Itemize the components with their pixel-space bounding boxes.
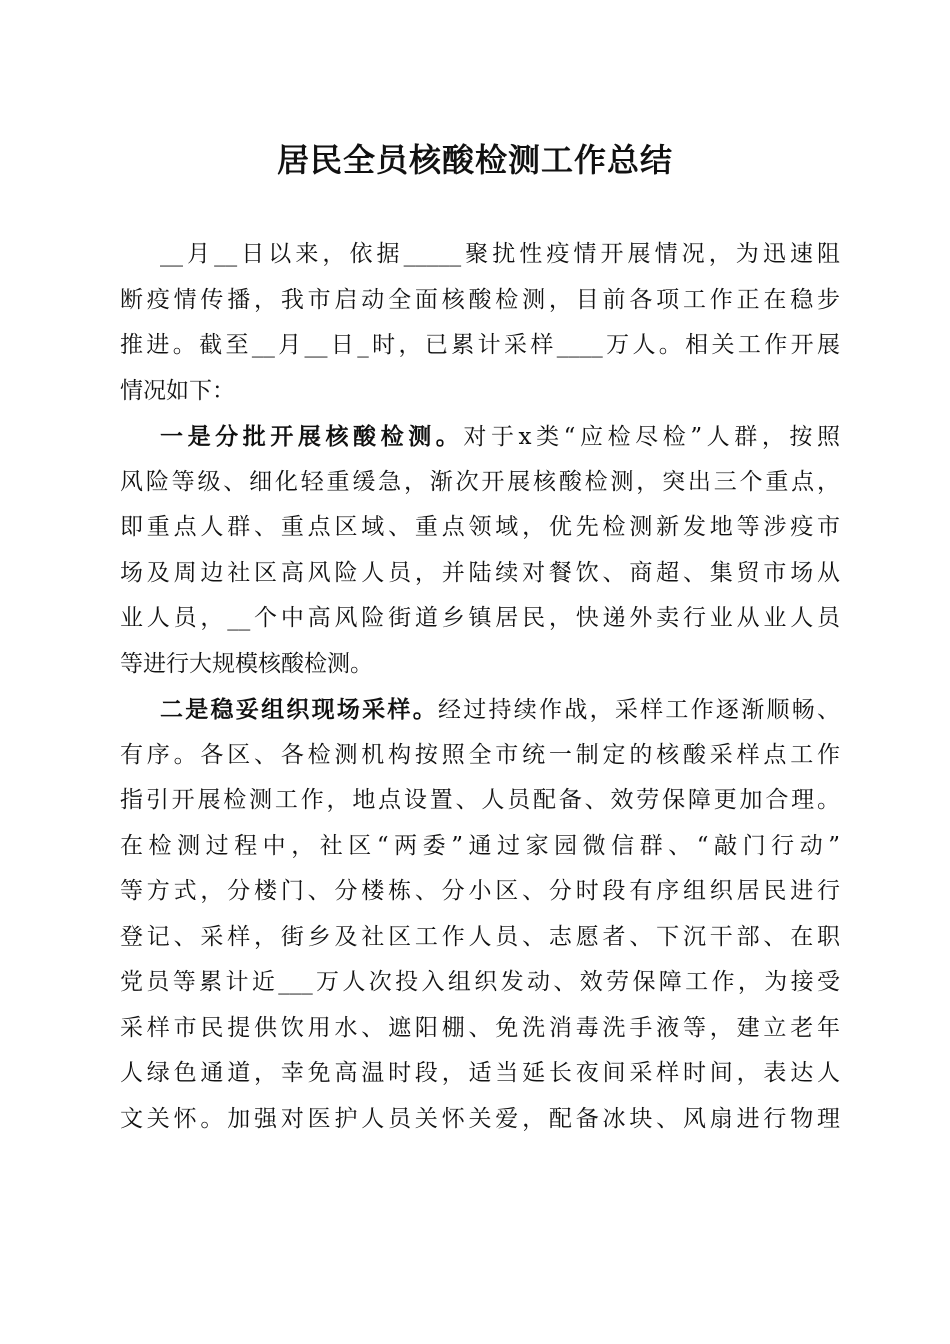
paragraph-line: 文关怀。加强对医护人员关怀关爱，配备冰块、风扇进行物理 (120, 1105, 840, 1132)
document-title: 居民全员核酸检测工作总结 (276, 141, 673, 179)
paragraph-text: 经过持续作战，采样工作逐渐顺畅、 (437, 697, 840, 723)
paragraph-line: 风险等级、细化轻重缓急，渐次开展核酸检测，突出三个重点， (120, 468, 840, 495)
section-heading: 一是分批开展核酸检测。 (160, 423, 464, 450)
paragraph-line: 党员等累计近___万人次投入组织发动、效劳保障工作，为接受 (120, 969, 840, 995)
document-body (120, 232, 840, 1142)
paragraph-line: 登记、采样，街乡及社区工作人员、志愿者、下沉干部、在职 (120, 923, 840, 950)
paragraph-line: 断疫情传播，我市启动全面核酸检测，目前各项工作正在稳步 (120, 286, 840, 313)
paragraph-line: 等方式，分楼门、分楼栋、分小区、分时段有序组织居民进行 (120, 878, 840, 904)
paragraph-line: 人绿色通道，幸免高温时段，适当延长夜间采样时间，表达人 (120, 1060, 840, 1086)
paragraph-line: 指引开展检测工作，地点设置、人员配备、效劳保障更加合理。 (120, 787, 840, 813)
paragraph-line: 情况如下： (120, 377, 235, 404)
paragraph-line (120, 687, 840, 733)
paragraph-line (120, 414, 840, 460)
paragraph-line: 在检测过程中，社区“两委”通过家园微信群、“敲门行动” (120, 832, 840, 859)
paragraph-line: __月__日以来，依据_____聚扰性疫情开展情况，为迅速阻 (160, 241, 840, 267)
paragraph-text: 对于x类“应检尽检”人群，按照 (463, 424, 840, 450)
paragraph-line: 有序。各区、各检测机构按照全市统一制定的核酸采样点工作 (120, 741, 840, 768)
paragraph-line: 即重点人群、重点区域、重点领域，优先检测新发地等涉疫市 (120, 514, 840, 540)
paragraph-line: 采样市民提供饮用水、遮阳棚、免洗消毒洗手液等，建立老年 (120, 1014, 840, 1041)
paragraph-line: 等进行大规模核酸检测。 (120, 650, 373, 677)
paragraph-line: 场及周边社区高风险人员，并陆续对餐饮、商超、集贸市场从 (120, 559, 840, 586)
paragraph-line: 业人员，__个中高风险街道乡镇居民，快递外卖行业从业人员 (120, 605, 840, 631)
paragraph-line: 推进。截至__月__日_时，已累计采样____万人。相关工作开展 (120, 332, 840, 358)
section-heading: 二是稳妥组织现场采样。 (160, 696, 438, 723)
